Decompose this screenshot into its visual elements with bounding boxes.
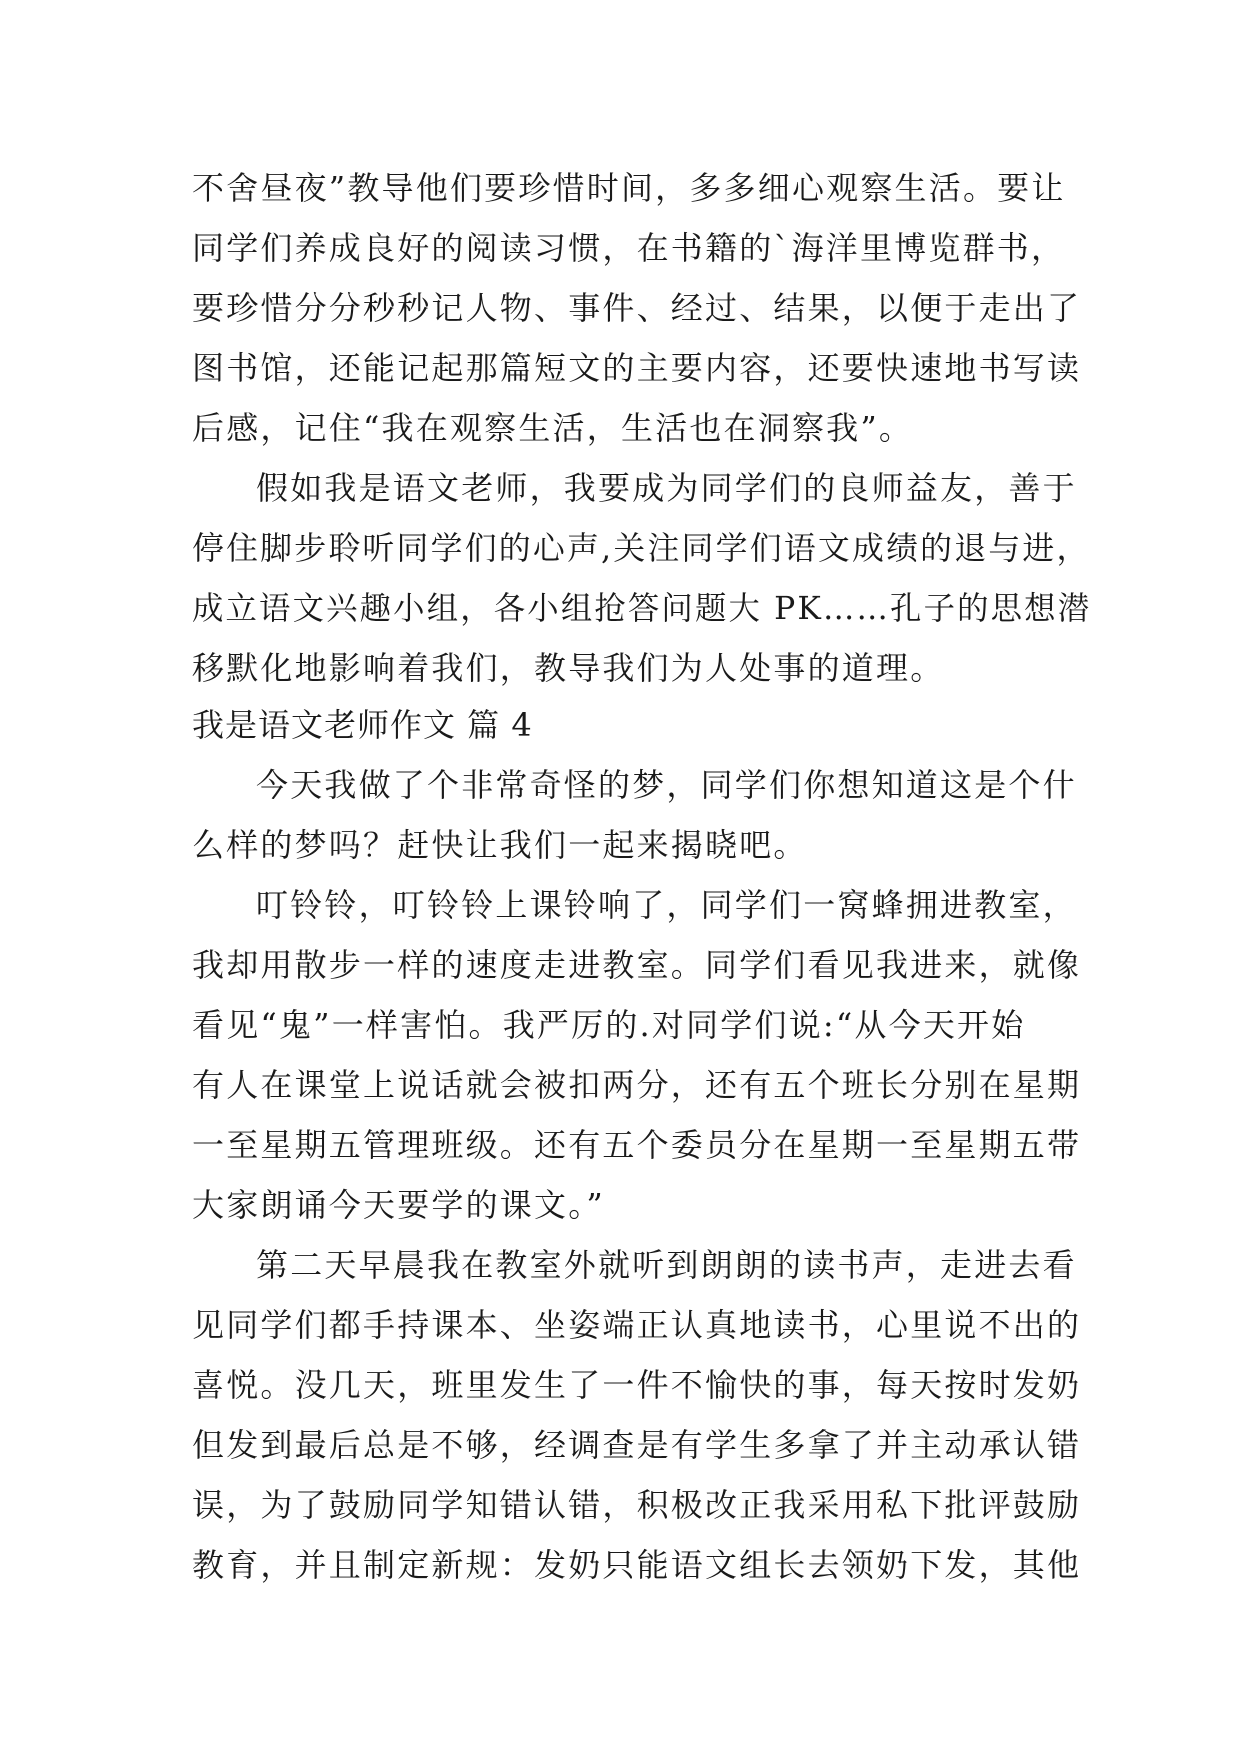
paragraph-1-line-5: 后感，记住“我在观察生活，生活也在洞察我”。: [192, 409, 914, 447]
paragraph-4-line-1: 叮铃铃，叮铃铃上课铃响了，同学们一窝蜂拥进教室，: [256, 886, 1077, 924]
paragraph-3-line-2: 么样的梦吗？赶快让我们一起来揭晓吧。: [192, 826, 808, 864]
paragraph-4-line-5: 一至星期五管理班级。还有五个委员分在星期一至星期五带: [192, 1126, 1082, 1164]
paragraph-2-line-3: 成立语文兴趣小组，各小组抢答问题大 PK……孔子的思想潜: [192, 589, 1092, 627]
paragraph-2-line-4: 移默化地影响着我们，教导我们为人处事的道理。: [192, 649, 945, 687]
paragraph-5-line-4: 但发到最后总是不够，经调查是有学生多拿了并主动承认错: [192, 1426, 1082, 1464]
paragraph-1-line-4: 图书馆，还能记起那篇短文的主要内容，还要快速地书写读: [192, 349, 1082, 387]
paragraph-5-line-2: 见同学们都手持课本、坐姿端正认真地读书，心里说不出的: [192, 1306, 1082, 1344]
paragraph-3-line-1: 今天我做了个非常奇怪的梦，同学们你想知道这是个什: [256, 766, 1077, 804]
paragraph-5-line-6: 教育，并且制定新规：发奶只能语文组长去领奶下发，其他: [192, 1546, 1082, 1584]
paragraph-5-line-1: 第二天早晨我在教室外就听到朗朗的读书声，走进去看: [256, 1246, 1077, 1284]
paragraph-2-line-1: 假如我是语文老师，我要成为同学们的良师益友，善于: [256, 469, 1077, 507]
paragraph-5-line-3: 喜悦。没几天，班里发生了一件不愉快的事，每天按时发奶: [192, 1366, 1082, 1404]
paragraph-1-line-1: 不舍昼夜”教导他们要珍惜时间，多多细心观察生活。要让: [192, 169, 1066, 207]
paragraph-4-line-3: 看见“鬼”一样害怕。我严厉的.对同学们说:“从今天开始: [192, 1006, 1026, 1044]
paragraph-1-line-3: 要珍惜分分秒秒记人物、事件、经过、结果，以便于走出了: [192, 289, 1082, 327]
paragraph-4-line-2: 我却用散步一样的速度走进教室。同学们看见我进来，就像: [192, 946, 1082, 984]
paragraph-4-line-4: 有人在课堂上说话就会被扣两分，还有五个班长分别在星期: [192, 1066, 1082, 1104]
section-title: 我是语文老师作文 篇 4: [192, 706, 533, 744]
paragraph-2-line-2: 停住脚步聆听同学们的心声,关注同学们语文成绩的退与进，: [192, 529, 1091, 567]
paragraph-1-line-2: 同学们养成良好的阅读习惯，在书籍的`海洋里博览群书，: [192, 229, 1066, 267]
paragraph-5-line-5: 误，为了鼓励同学知错认错，积极改正我采用私下批评鼓励: [192, 1486, 1082, 1524]
paragraph-4-line-6: 大家朗诵今天要学的课文。”: [192, 1186, 605, 1224]
